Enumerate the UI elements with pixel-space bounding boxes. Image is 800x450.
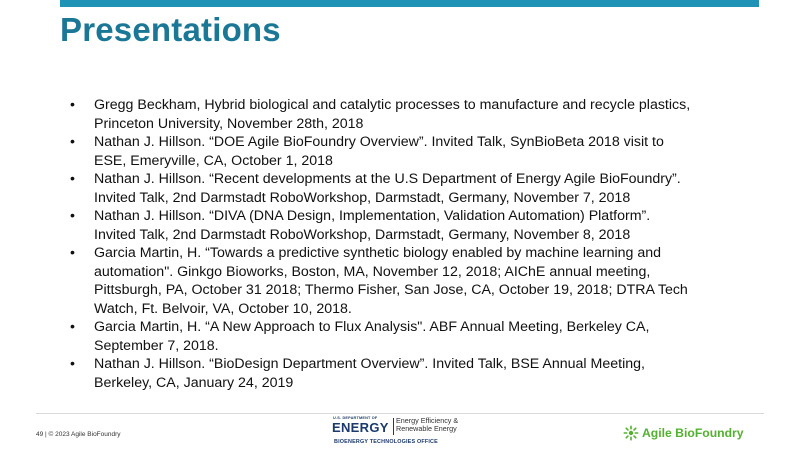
bullet-icon: • [70, 245, 75, 261]
top-accent-bar [60, 0, 759, 7]
item-line: Berkeley, CA, January 24, 2019 [94, 374, 294, 391]
item-line: Garcia Martin, H. “A New Approach to Flux Analysis". ABF Annual Meeting, Berkeley CA, [94, 319, 650, 335]
doe-small-text: U.S. DEPARTMENT OF [333, 416, 378, 420]
bullet-icon: • [70, 319, 75, 335]
item-line: Invited Talk, 2nd Darmstadt RoboWorkshop, Darmstadt, Germany, November 8, 2018 [94, 226, 631, 243]
item-line: Watch, Ft. Belvoir, VA, October 10, 2018. [94, 300, 352, 317]
bullet-icon: • [70, 208, 75, 224]
bullet-icon: • [70, 97, 75, 113]
item-line: Pittsburgh, PA, October 31 2018; Thermo Fisher, San Jose, CA, October 19, 2018; DTRA Tech [94, 282, 688, 298]
list-item [70, 355, 760, 392]
agile-biofoundry-logo [623, 425, 744, 441]
item-line: Nathan J. Hillson. “DOE Agile BioFoundry Overview”. Invited Talk, SynBioBeta 2018 visit to [94, 134, 664, 150]
item-line: September 7, 2018. [94, 337, 219, 354]
logo-separator [393, 418, 394, 435]
abf-name: Agile BioFoundry [642, 426, 744, 440]
eere-text [396, 417, 458, 434]
biofoundry-star-icon [623, 425, 639, 441]
item-line: Nathan J. Hillson. “BioDesign Department Overview”. Invited Talk, BSE Annual Meeting, [94, 356, 645, 372]
item-line: Gregg Beckham, Hybrid biological and catalytic processes to manufacture and recycle plastics, [94, 97, 691, 113]
list-item [70, 96, 760, 133]
slide-title: Presentations [60, 11, 281, 48]
doe-eere-logo [326, 416, 466, 448]
bullet-icon: • [70, 356, 75, 372]
bullet-icon: • [70, 134, 75, 150]
item-line: Nathan J. Hillson. “Recent developments at the U.S Department of Energy Agile BioFoundry”. [94, 171, 681, 187]
footer-divider [36, 413, 764, 414]
item-line: Garcia Martin, H. “Towards a predictive synthetic biology enabled by machine learning and [94, 245, 661, 261]
list-item [70, 133, 760, 170]
item-line: Princeton University, November 28th, 2018 [94, 115, 364, 132]
bto-text: BIOENERGY TECHNOLOGIES OFFICE [334, 439, 438, 445]
list-item [70, 170, 760, 207]
bullet-icon: • [70, 171, 75, 187]
item-line: Nathan J. Hillson. “DIVA (DNA Design, Implementation, Validation Automation) Platform”. [94, 208, 651, 224]
eere-line: Renewable Energy [396, 424, 457, 434]
footer-page-info: 49 | © 2023 Agile BioFoundry [36, 431, 121, 438]
doe-energy-text: ENERGY [332, 420, 389, 435]
eere-line: Energy Efficiency & [396, 416, 459, 425]
item-line: ESE, Emeryville, CA, October 1, 2018 [94, 152, 333, 169]
list-item [70, 207, 760, 244]
list-item [70, 244, 760, 318]
list-item [70, 318, 760, 355]
item-line: automation". Ginkgo Bioworks, Boston, MA, November 12, 2018; AIChE annual meeting, [94, 263, 651, 280]
item-line: Invited Talk, 2nd Darmstadt RoboWorkshop, Darmstadt, Germany, November 7, 2018 [94, 189, 631, 206]
presentation-list [70, 96, 760, 392]
